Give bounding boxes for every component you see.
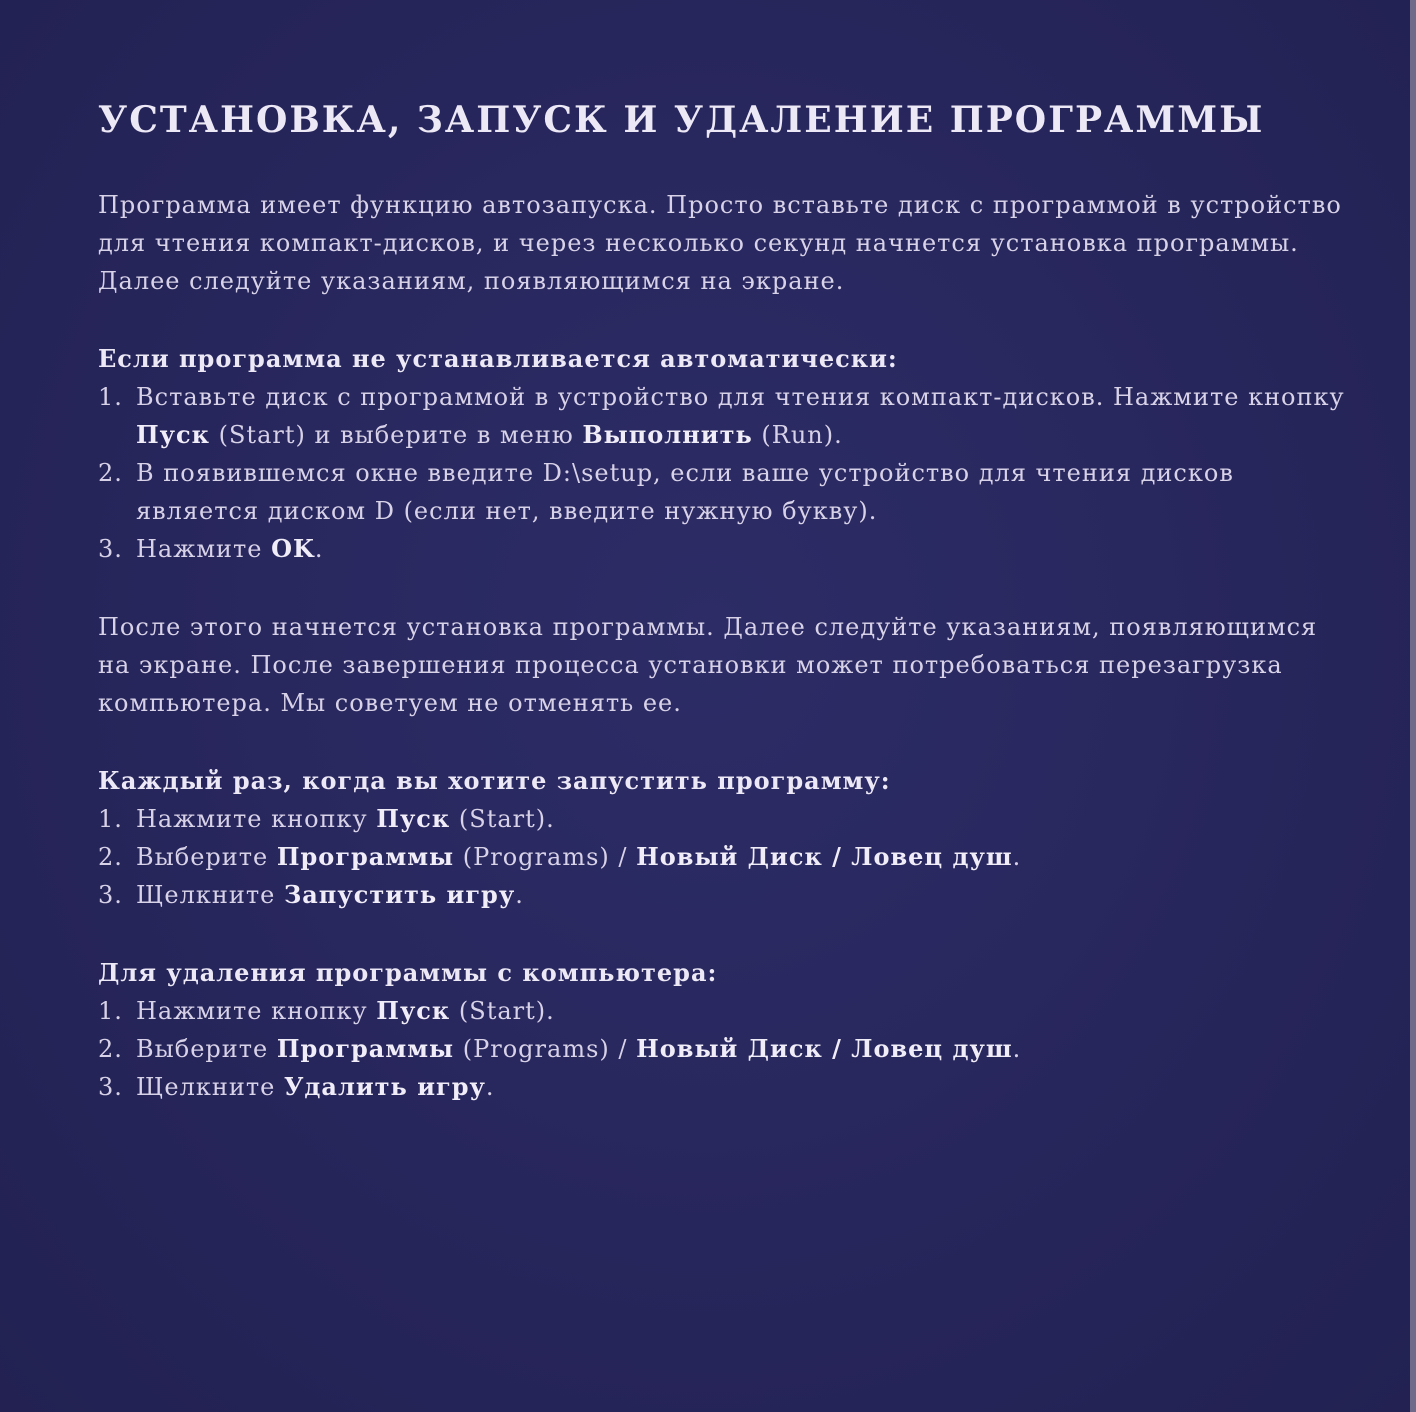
list-item: 3. Щелкните Удалить игру. xyxy=(98,1072,495,1101)
launch-steps xyxy=(98,800,1358,914)
launch-heading: Каждый раз, когда вы хотите запустить программу: xyxy=(98,766,891,795)
manual-install-heading: Если программа не устанавливается автоматически: xyxy=(98,344,898,373)
list-item: 3. Нажмите OK. xyxy=(98,534,324,563)
list-item: 1. Вставьте диск с программой в устройство для чтения компакт-дисков. Нажмите кнопку Пуск (Start) и выберите в меню Выполнить (Run). xyxy=(98,383,1345,449)
launch-section xyxy=(98,762,1358,914)
uninstall-section xyxy=(98,954,1358,1106)
list-item: 1. Нажмите кнопку Пуск (Start). xyxy=(98,996,555,1025)
intro-paragraph: Программа имеет функцию автозапуска. Просто вставьте диск с программой в устройство для чтения компакт-дисков, и через несколько секунд начнется установка программы. Далее следуйте указаниям, появляющимся на экране. xyxy=(98,191,1342,295)
uninstall-steps xyxy=(98,992,1358,1106)
scan-edge xyxy=(1410,0,1416,1412)
list-item: 2. В появившемся окне введите D:\setup, если ваше устройство для чтения дисков является диском D (если нет, введите нужную букву). xyxy=(98,459,1234,525)
list-item: 3. Щелкните Запустить игру. xyxy=(98,880,524,909)
list-item: 2. Выберите Программы (Programs) / Новый Диск / Ловец душ. xyxy=(98,1034,1022,1063)
list-item: 1. Нажмите кнопку Пуск (Start). xyxy=(98,804,555,833)
after-install-paragraph: После этого начнется установка программы. Далее следуйте указаниям, появляющимся на экране. После завершения процесса установки может потребоваться перезагрузка компьютера. Мы советуем не отменять ее. xyxy=(98,613,1318,717)
list-item: 2. Выберите Программы (Programs) / Новый Диск / Ловец душ. xyxy=(98,842,1022,871)
instructions-page xyxy=(98,92,1358,1106)
manual-install-section xyxy=(98,340,1358,568)
page-title: УСТАНОВКА, ЗАПУСК И УДАЛЕНИЕ ПРОГРАММЫ xyxy=(98,99,1265,141)
uninstall-heading: Для удаления программы с компьютера: xyxy=(98,958,718,987)
manual-install-steps xyxy=(98,378,1358,568)
